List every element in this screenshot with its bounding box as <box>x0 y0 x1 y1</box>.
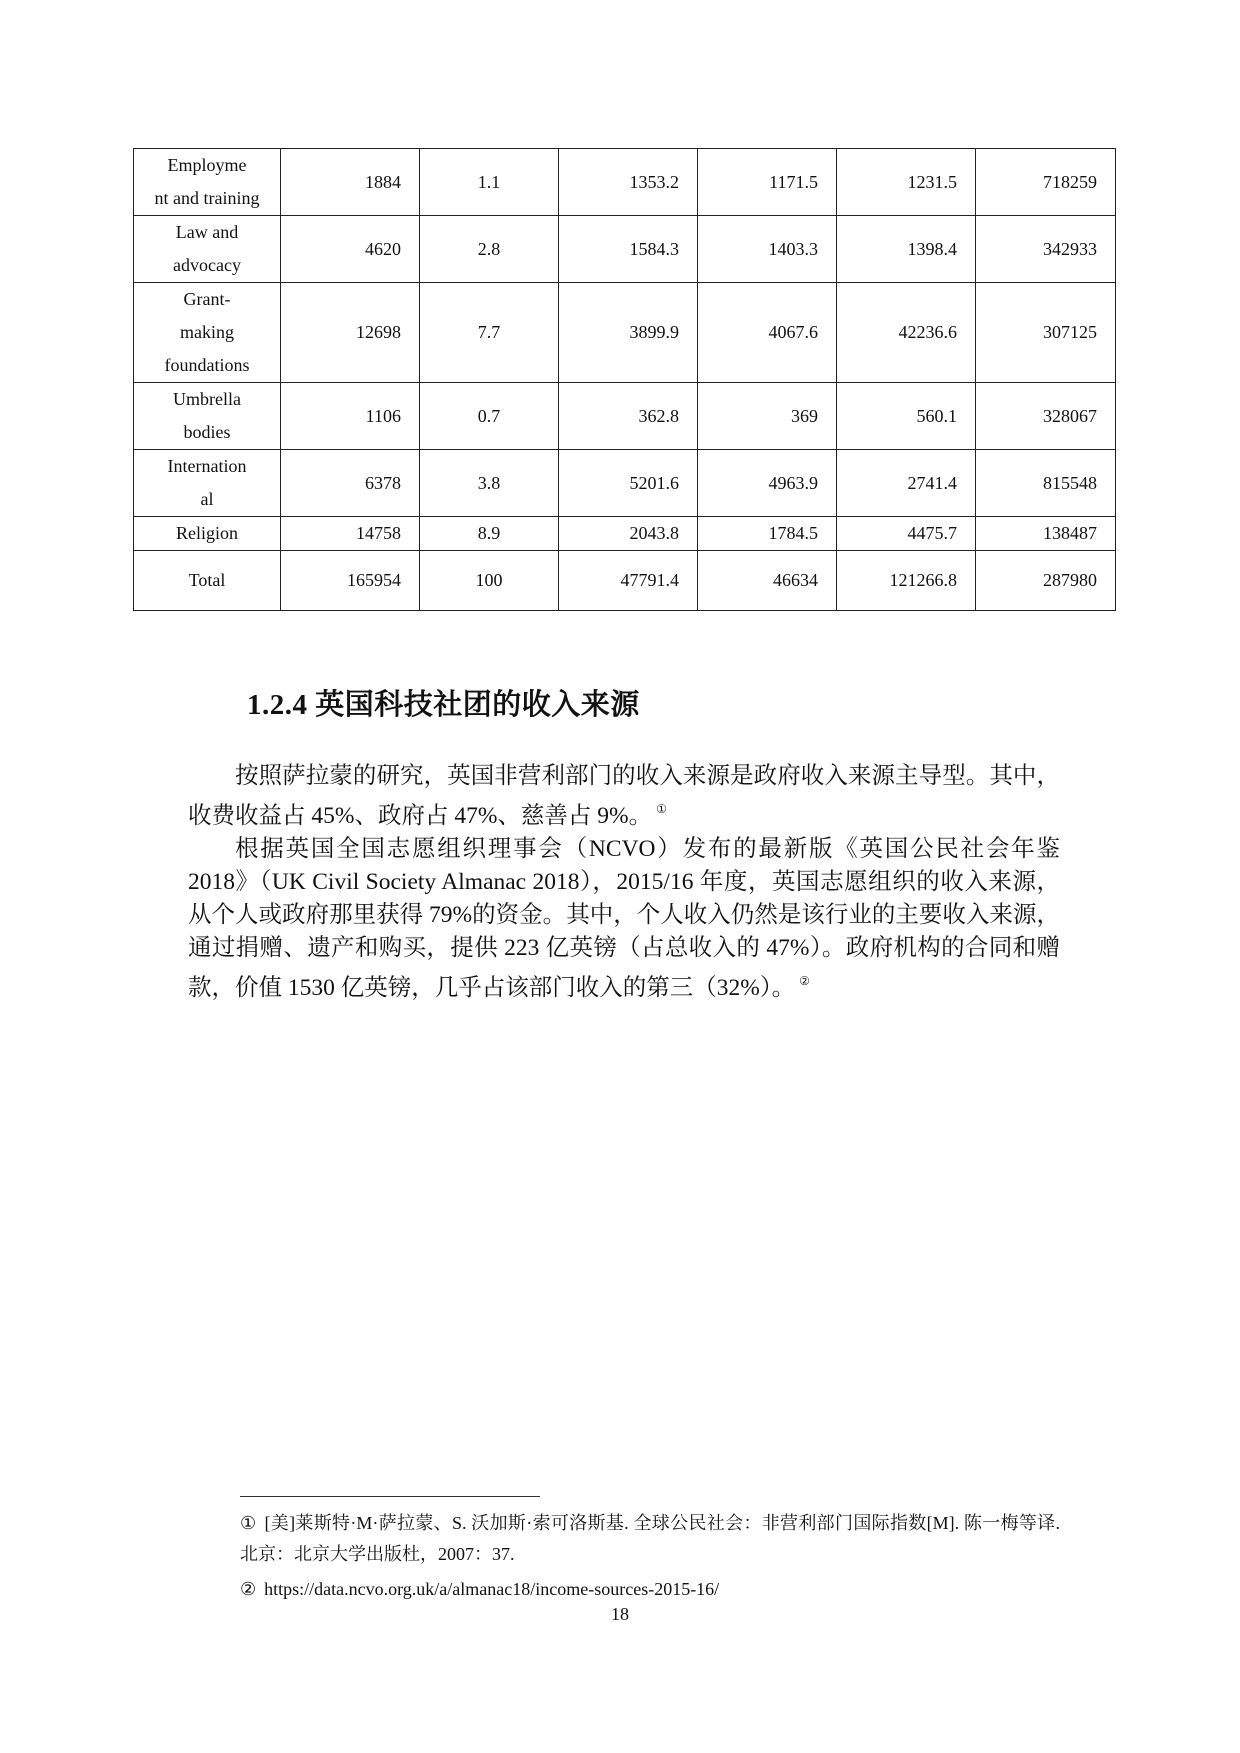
body-text <box>188 760 1060 1005</box>
table-cell: 718259 <box>976 149 1116 216</box>
row-label-line: advocacy <box>173 255 241 275</box>
table-cell: 100 <box>420 551 559 611</box>
row-label-line: Total <box>188 570 226 590</box>
table-cell: 7.7 <box>420 283 559 383</box>
table-cell: 5201.6 <box>559 450 698 517</box>
table-row <box>134 551 1116 611</box>
table-row <box>134 450 1116 517</box>
table-cell: 1884 <box>281 149 420 216</box>
table-cell: 307125 <box>976 283 1116 383</box>
row-label <box>134 216 281 283</box>
table-cell: 1403.3 <box>698 216 837 283</box>
footnotes <box>240 1508 1060 1609</box>
row-label <box>134 283 281 383</box>
footnote-1-mark: ① <box>240 1513 257 1533</box>
table-row <box>134 383 1116 450</box>
table-cell: 362.8 <box>559 383 698 450</box>
row-label <box>134 383 281 450</box>
table-cell: 369 <box>698 383 837 450</box>
table-cell: 1106 <box>281 383 420 450</box>
table-cell: 4963.9 <box>698 450 837 517</box>
table-cell: 4067.6 <box>698 283 837 383</box>
table-cell: 328067 <box>976 383 1116 450</box>
table-cell: 1784.5 <box>698 517 837 551</box>
row-label-line: foundations <box>164 355 250 375</box>
table-cell: 2741.4 <box>837 450 976 517</box>
footnote-1 <box>240 1508 1060 1570</box>
row-label-line: nt and training <box>154 188 260 208</box>
table-cell: 138487 <box>976 517 1116 551</box>
table-cell: 121266.8 <box>837 551 976 611</box>
table-cell: 287980 <box>976 551 1116 611</box>
table-cell: 1584.3 <box>559 216 698 283</box>
table-cell: 4620 <box>281 216 420 283</box>
table-cell: 342933 <box>976 216 1116 283</box>
table-cell: 14758 <box>281 517 420 551</box>
row-label-line: Umbrella <box>173 389 241 409</box>
row-label-line: Internation <box>167 456 247 476</box>
paragraph-1 <box>188 760 1060 833</box>
row-label <box>134 551 281 611</box>
table-cell: 3899.9 <box>559 283 698 383</box>
footnote-2-mark: ② <box>240 1579 257 1599</box>
row-label-line: Employme <box>167 155 247 175</box>
table-cell: 2043.8 <box>559 517 698 551</box>
income-data-table <box>133 148 1116 611</box>
table-row <box>134 283 1116 383</box>
table-cell: 1398.4 <box>837 216 976 283</box>
row-label <box>134 149 281 216</box>
footnote-ref-1[interactable]: ① <box>656 802 667 816</box>
footnote-divider <box>240 1496 540 1497</box>
table-cell: 8.9 <box>420 517 559 551</box>
row-label-line: bodies <box>183 422 231 442</box>
paragraph-2-text: 根据英国全国志愿组织理事会（NCVO）发布的最新版《英国公民社会年鉴 2018》（UK Civil Society Almanac 2018），2015/16 年度，英国志愿组织的收入来源，从个人或政府那里获得 79%的资金。其中，个人收入仍然是该行业的主要收入来源，通过捐赠、遗产和购买，提供 223 亿英镑（占总收入的 47%）。政府机构的合同和赠款，价值 1530 亿英镑，几乎占该部门收入的第三（32%）。 <box>188 836 1060 1001</box>
table-cell: 3.8 <box>420 450 559 517</box>
table-cell: 560.1 <box>837 383 976 450</box>
table-row <box>134 517 1116 551</box>
paragraph-1-text: 按照萨拉蒙的研究，英国非营利部门的收入来源是政府收入来源主导型。其中，收费收益占 45%、政府占 47%、慈善占 9%。 <box>188 763 1060 829</box>
table-cell: 1.1 <box>420 149 559 216</box>
row-label <box>134 517 281 551</box>
row-label <box>134 450 281 517</box>
table-cell: 815548 <box>976 450 1116 517</box>
footnote-2-link[interactable]: https://data.ncvo.org.uk/a/almanac18/income-sources-2015-16/ <box>264 1579 720 1599</box>
row-label-line: Law and <box>175 222 239 242</box>
footnote-ref-2[interactable]: ② <box>799 974 810 988</box>
table-cell: 1231.5 <box>837 149 976 216</box>
table-cell: 42236.6 <box>837 283 976 383</box>
table-cell: 2.8 <box>420 216 559 283</box>
table-cell: 1353.2 <box>559 149 698 216</box>
table-cell: 1171.5 <box>698 149 837 216</box>
footnote-1-text: [美]莱斯特·M·萨拉蒙、S. 沃加斯·索可洛斯基. 全球公民社会：非营利部门国际指数[M]. 陈一梅等译. 北京：北京大学出版杜，2007：37. <box>240 1513 1060 1564</box>
table-row <box>134 216 1116 283</box>
paragraph-2 <box>188 833 1060 1005</box>
table-cell: 46634 <box>698 551 837 611</box>
footnote-2 <box>240 1574 1060 1605</box>
section-heading: 1.2.4 英国科技社团的收入来源 <box>247 689 640 721</box>
row-label-line: making <box>180 322 234 342</box>
table-cell: 6378 <box>281 450 420 517</box>
table-cell: 0.7 <box>420 383 559 450</box>
row-label-line: Grant- <box>183 289 231 309</box>
page-number: 18 <box>611 1604 629 1624</box>
table-cell: 47791.4 <box>559 551 698 611</box>
table-cell: 4475.7 <box>837 517 976 551</box>
table-cell: 165954 <box>281 551 420 611</box>
table-cell: 12698 <box>281 283 420 383</box>
row-label-line: Religion <box>176 523 238 543</box>
table-row <box>134 149 1116 216</box>
row-label-line: al <box>200 489 214 509</box>
